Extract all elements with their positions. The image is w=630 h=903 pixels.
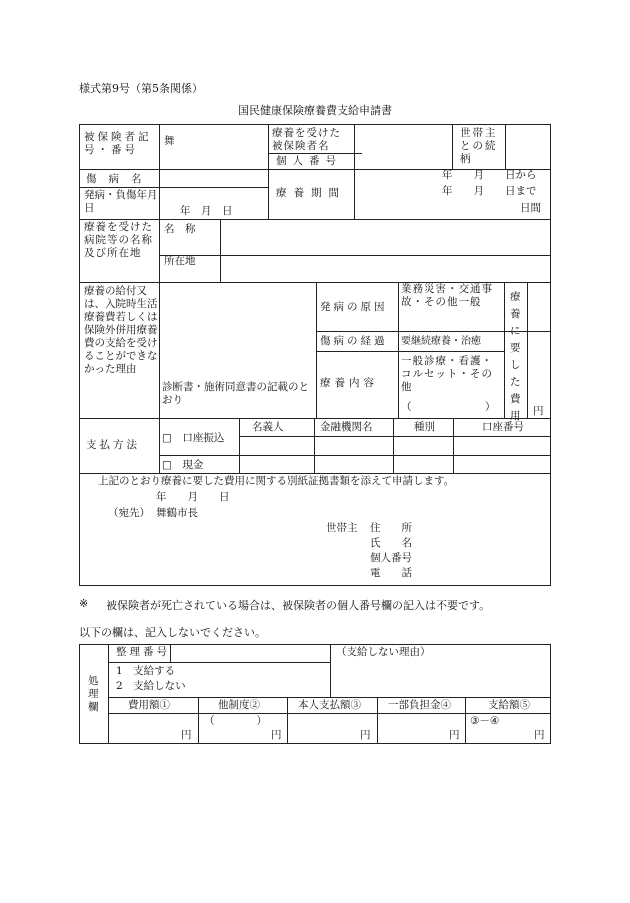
- period-to: 年 月 日まで: [442, 185, 537, 197]
- application-form: [79, 124, 551, 586]
- phone-label: 電 話: [370, 567, 412, 579]
- payment-formula: ③－④: [470, 715, 500, 727]
- option-no-pay: 2 支給しない: [116, 680, 186, 692]
- document-title: 国民健康保険療養費支給申請書: [238, 104, 392, 117]
- other-system-paren: （ ）: [204, 715, 267, 727]
- col-payment-amount: 支給額⑤: [488, 699, 530, 711]
- onset-date-label: 発病・負傷年月日: [84, 189, 158, 214]
- name-label: 氏 名: [370, 537, 412, 549]
- household-relation-label: 世帯主との続柄: [460, 127, 498, 165]
- hospital-label: 療養を受けた病院等の名称及び所在地: [84, 221, 153, 259]
- insured-number-value: 舞: [164, 135, 175, 147]
- declaration-text: 上記のとおり療養に要した費用に関する別紙証拠書類を添えて申請します。: [98, 475, 455, 487]
- applicant-personal-number-label: 個人番号: [370, 552, 412, 564]
- content-paren: （ ）: [401, 401, 496, 413]
- illness-name-label: 傷病名: [86, 173, 154, 185]
- patient-name-label: 療養を受けた被保険者名: [272, 127, 341, 152]
- personal-number-label: 個人番号: [276, 155, 342, 167]
- content-value: 一般診療・看護・コルセット・その他: [401, 355, 493, 393]
- hospital-address-label: 所在地: [164, 255, 196, 267]
- option-pay: 1 支給する: [116, 665, 176, 677]
- note-deceased: 被保険者が死亡されている場合は、被保険者の個人番号欄の記入は不要です。: [106, 599, 491, 612]
- processing-side-label: 処理欄: [88, 675, 99, 713]
- no-payment-reason-label: （支給しない理由）: [336, 646, 431, 658]
- unit-yen-4: 円: [449, 729, 460, 741]
- unit-yen-1: 円: [181, 729, 192, 741]
- onset-date-format: 年 月 日: [180, 205, 233, 217]
- doctor-note: 診断書・施術同意書の記載のとおり: [162, 381, 309, 406]
- period-from: 年 月 日から: [442, 169, 537, 181]
- processing-box: [79, 644, 551, 744]
- col-copayment: 一部負担金④: [388, 699, 451, 711]
- period-days: 日間: [520, 202, 541, 214]
- unit-yen-2: 円: [271, 729, 282, 741]
- unit-yen-5: 円: [534, 729, 545, 741]
- content-label: 療養内容: [320, 377, 378, 389]
- progress-label: 傷病の経過: [320, 335, 388, 347]
- address-label: 住 所: [370, 522, 412, 534]
- col-cost: 費用額①: [128, 699, 170, 711]
- note-do-not-fill: 以下の欄は、記入しないでください。: [79, 626, 266, 639]
- note-mark: ※: [79, 597, 89, 610]
- progress-value: 要継続療養・治癒: [401, 336, 481, 347]
- addressee: 舞鶴市長: [156, 507, 198, 519]
- reference-number-label: 整理番号: [116, 646, 170, 658]
- payment-method-label: 支払方法: [86, 439, 140, 451]
- addressee-prefix: （宛先）: [108, 507, 150, 519]
- hospital-name-label: 名 称: [164, 223, 196, 235]
- col-self-paid: 本人支払額③: [298, 699, 361, 711]
- cost-unit: 円: [533, 405, 544, 417]
- cause-label: 発病の原因: [320, 301, 388, 313]
- treatment-period-label: 療養期間: [276, 187, 346, 199]
- col-other-system: 他制度②: [218, 699, 260, 711]
- account-holder-header: 名義人: [252, 421, 284, 433]
- unit-yen-3: 円: [360, 729, 371, 741]
- account-type-header: 種別: [414, 421, 435, 433]
- bank-transfer-option[interactable]: □ 口座振込: [162, 432, 225, 444]
- cash-option[interactable]: □ 現金: [162, 459, 204, 471]
- reason-label: 療養の給付又は、入院時生活療養費若しくは保険外併用療養費の支給を受けることができなかった理由: [84, 285, 158, 375]
- cost-label: 療養に要した費用: [510, 291, 521, 422]
- bank-name-header: 金融機関名: [320, 421, 373, 433]
- form-number-label: 様式第9号（第5条関係）: [79, 82, 203, 95]
- account-number-header: 口座番号: [482, 421, 524, 433]
- insured-number-label: 被保険者記号・番号: [84, 131, 152, 156]
- cause-value: 業務災害・交通事故・その他一般: [401, 283, 493, 308]
- declaration-date: 年 月 日: [156, 491, 230, 503]
- householder-label: 世帯主: [326, 522, 358, 534]
